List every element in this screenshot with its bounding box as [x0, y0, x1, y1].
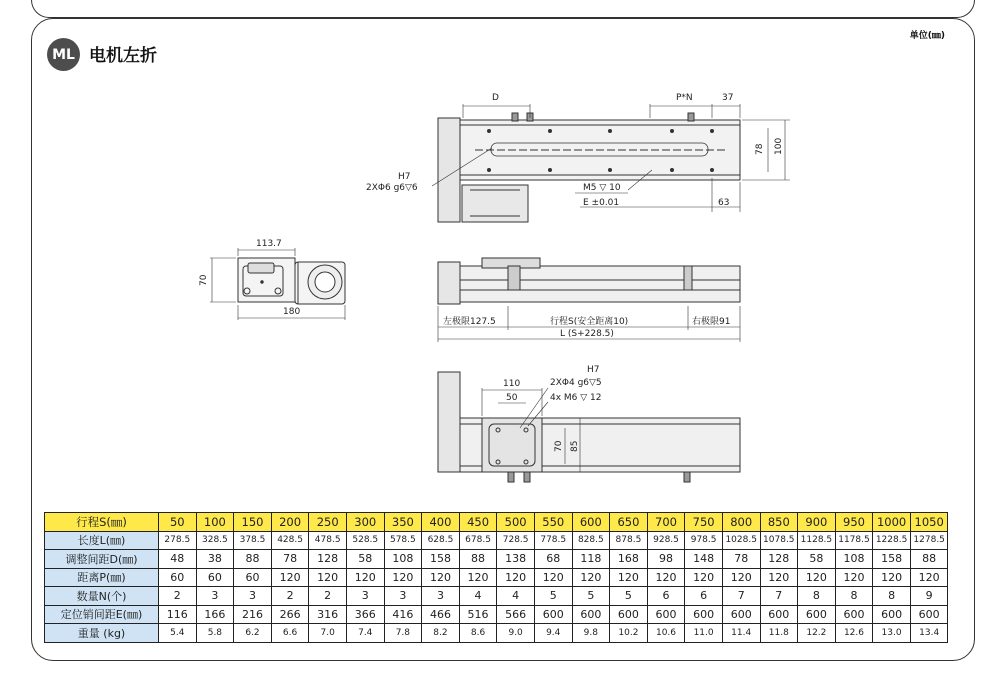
- spec-cell: 1028.5: [722, 531, 760, 550]
- spec-cell: 120: [422, 568, 460, 587]
- carriage-hole-spec: 2XΦ4 g6▽5: [550, 378, 602, 388]
- spec-cell: 7.8: [384, 624, 422, 643]
- spec-row: [45, 531, 948, 550]
- dim-180: 180: [283, 307, 301, 317]
- spec-cell: 2: [271, 587, 309, 606]
- spec-cell: 12.2: [798, 624, 836, 643]
- spec-cell: 9: [910, 587, 948, 606]
- right-limit: 右极限91: [692, 317, 731, 327]
- spec-cell: 6: [685, 587, 723, 606]
- spec-cell: 12.6: [835, 624, 873, 643]
- spec-cell: 5.8: [196, 624, 234, 643]
- carriage-hole-tol: H7: [587, 365, 600, 375]
- spec-cell: 58: [346, 550, 384, 569]
- spec-cell: 600: [572, 513, 610, 532]
- spec-cell: 120: [384, 568, 422, 587]
- spec-cell: 600: [572, 605, 610, 624]
- spec-cell: 6.6: [271, 624, 309, 643]
- spec-cell: 11.0: [685, 624, 723, 643]
- spec-cell: 98: [647, 550, 685, 569]
- model-badge: ML: [47, 38, 80, 71]
- spec-cell: 50: [159, 513, 197, 532]
- spec-row: [45, 568, 948, 587]
- spec-cell: 600: [760, 605, 798, 624]
- dim-37: 37: [722, 93, 734, 103]
- dim-d: D: [492, 93, 499, 103]
- stroke-label: 行程S(安全距离10): [550, 317, 629, 327]
- spec-row: [45, 605, 948, 624]
- spec-cell: 728.5: [497, 531, 535, 550]
- spec-cell: 600: [534, 605, 572, 624]
- spec-cell: 316: [309, 605, 347, 624]
- spec-cell: 150: [234, 513, 272, 532]
- spec-cell: 600: [910, 605, 948, 624]
- spec-cell: 3: [384, 587, 422, 606]
- spec-cell: 250: [309, 513, 347, 532]
- spec-cell: 120: [798, 568, 836, 587]
- spec-cell: 350: [384, 513, 422, 532]
- top-hole-tol: H7: [398, 172, 411, 182]
- spec-cell: 8: [835, 587, 873, 606]
- spec-cell: 950: [835, 513, 873, 532]
- spec-cell: 78: [722, 550, 760, 569]
- spec-cell: 2: [309, 587, 347, 606]
- spec-cell: 60: [234, 568, 272, 587]
- dim-78: 78: [755, 143, 765, 155]
- spec-cell: 600: [685, 605, 723, 624]
- dim-113: 113.7: [256, 239, 282, 249]
- spec-cell: 116: [159, 605, 197, 624]
- spec-cell: 628.5: [422, 531, 460, 550]
- spec-cell: 450: [459, 513, 497, 532]
- spec-cell: 120: [910, 568, 948, 587]
- spec-cell: 3: [196, 587, 234, 606]
- spec-cell: 120: [309, 568, 347, 587]
- spec-cell: 5.4: [159, 624, 197, 643]
- spec-cell: 6.2: [234, 624, 272, 643]
- spec-cell: 578.5: [384, 531, 422, 550]
- spec-cell: 828.5: [572, 531, 610, 550]
- spec-cell: 7.4: [346, 624, 384, 643]
- spec-cell: 8.6: [459, 624, 497, 643]
- spec-cell: 1278.5: [910, 531, 948, 550]
- spec-cell: 120: [497, 568, 535, 587]
- spec-cell: 4: [459, 587, 497, 606]
- spec-cell: 366: [346, 605, 384, 624]
- top-hole-spec: 2XΦ6 g6▽6: [366, 183, 418, 193]
- spec-cell: 120: [835, 568, 873, 587]
- dim-110: 110: [503, 379, 521, 389]
- spec-cell: 60: [159, 568, 197, 587]
- spec-cell: 4: [497, 587, 535, 606]
- spec-row: [45, 587, 948, 606]
- spec-cell: 2: [159, 587, 197, 606]
- spec-cell: 850: [760, 513, 798, 532]
- spec-cell: 68: [534, 550, 572, 569]
- spec-cell: 400: [422, 513, 460, 532]
- spec-row-label: 距离P(㎜): [45, 568, 159, 587]
- spec-cell: 120: [271, 568, 309, 587]
- spec-cell: 120: [610, 568, 648, 587]
- spec-cell: 168: [610, 550, 648, 569]
- spec-cell: 300: [346, 513, 384, 532]
- spec-cell: 500: [497, 513, 535, 532]
- spec-row-label: 重量 (kg): [45, 624, 159, 643]
- spec-row-label: 长度L(㎜): [45, 531, 159, 550]
- spec-cell: 100: [196, 513, 234, 532]
- spec-cell: 88: [459, 550, 497, 569]
- spec-cell: 600: [835, 605, 873, 624]
- unit-label: 单位(㎜): [909, 31, 945, 41]
- spec-cell: 1000: [873, 513, 911, 532]
- spec-cell: 158: [873, 550, 911, 569]
- spec-row: [45, 550, 948, 569]
- side-view: [438, 258, 740, 342]
- spec-cell: 60: [196, 568, 234, 587]
- spec-cell: 120: [873, 568, 911, 587]
- spec-row-label: 行程S(㎜): [45, 513, 159, 532]
- spec-cell: 128: [760, 550, 798, 569]
- spec-cell: 478.5: [309, 531, 347, 550]
- spec-cell: 108: [835, 550, 873, 569]
- dim-end-70: 70: [199, 274, 209, 286]
- spec-cell: 266: [271, 605, 309, 624]
- spec-cell: 10.6: [647, 624, 685, 643]
- carriage-thread-spec: 4x M6 ▽ 12: [550, 393, 602, 403]
- top-thread-spec: M5 ▽ 10: [583, 183, 621, 193]
- spec-cell: 120: [459, 568, 497, 587]
- spec-cell: 58: [798, 550, 836, 569]
- spec-cell: 120: [647, 568, 685, 587]
- left-limit: 左极限127.5: [443, 317, 496, 327]
- spec-cell: 878.5: [610, 531, 648, 550]
- spec-row-label: 定位销间距E(㎜): [45, 605, 159, 624]
- spec-cell: 8.2: [422, 624, 460, 643]
- spec-cell: 120: [572, 568, 610, 587]
- dim-85: 85: [570, 440, 580, 452]
- spec-cell: 5: [534, 587, 572, 606]
- spec-cell: 88: [234, 550, 272, 569]
- page-title: 电机左折: [89, 46, 157, 66]
- dim-50: 50: [506, 393, 518, 403]
- spec-cell: 3: [234, 587, 272, 606]
- spec-cell: 416: [384, 605, 422, 624]
- spec-cell: 7: [760, 587, 798, 606]
- spec-cell: 600: [610, 605, 648, 624]
- spec-cell: 138: [497, 550, 535, 569]
- spec-cell: 9.4: [534, 624, 572, 643]
- spec-cell: 1228.5: [873, 531, 911, 550]
- spec-cell: 6: [647, 587, 685, 606]
- spec-cell: 118: [572, 550, 610, 569]
- spec-cell: 600: [873, 605, 911, 624]
- spec-cell: 600: [647, 605, 685, 624]
- spec-cell: 328.5: [196, 531, 234, 550]
- spec-cell: 7: [722, 587, 760, 606]
- spec-cell: 120: [760, 568, 798, 587]
- dim-carriage-70: 70: [554, 440, 564, 452]
- end-view: [199, 239, 345, 320]
- spec-cell: 11.4: [722, 624, 760, 643]
- spec-cell: 128: [309, 550, 347, 569]
- spec-cell: 9.8: [572, 624, 610, 643]
- dim-63: 63: [718, 198, 730, 208]
- spec-cell: 5: [610, 587, 648, 606]
- spec-cell: 108: [384, 550, 422, 569]
- spec-cell: 3: [422, 587, 460, 606]
- spec-cell: 1050: [910, 513, 948, 532]
- spec-cell: 38: [196, 550, 234, 569]
- spec-cell: 3: [346, 587, 384, 606]
- spec-cell: 8: [873, 587, 911, 606]
- spec-cell: 778.5: [534, 531, 572, 550]
- spec-cell: 650: [610, 513, 648, 532]
- spec-cell: 516: [459, 605, 497, 624]
- spec-cell: 88: [910, 550, 948, 569]
- spec-row: [45, 513, 948, 532]
- dim-100: 100: [774, 137, 784, 155]
- spec-cell: 678.5: [459, 531, 497, 550]
- spec-cell: 216: [234, 605, 272, 624]
- spec-cell: 466: [422, 605, 460, 624]
- spec-table: [44, 512, 948, 643]
- dim-pn: P*N: [676, 93, 693, 103]
- spec-cell: 8: [798, 587, 836, 606]
- spec-cell: 11.8: [760, 624, 798, 643]
- top-view: [366, 93, 790, 222]
- dim-e: E ±0.01: [583, 198, 620, 208]
- spec-cell: 78: [271, 550, 309, 569]
- spec-cell: 13.4: [910, 624, 948, 643]
- spec-cell: 9.0: [497, 624, 535, 643]
- spec-cell: 148: [685, 550, 723, 569]
- spec-cell: 10.2: [610, 624, 648, 643]
- spec-cell: 528.5: [346, 531, 384, 550]
- total-length: L (S+228.5): [560, 329, 614, 339]
- spec-cell: 278.5: [159, 531, 197, 550]
- spec-cell: 1128.5: [798, 531, 836, 550]
- spec-row: [45, 624, 948, 643]
- spec-cell: 1078.5: [760, 531, 798, 550]
- spec-cell: 5: [572, 587, 610, 606]
- spec-cell: 600: [722, 605, 760, 624]
- spec-cell: 120: [346, 568, 384, 587]
- carriage-view: [438, 365, 740, 482]
- spec-cell: 1178.5: [835, 531, 873, 550]
- spec-cell: 428.5: [271, 531, 309, 550]
- spec-row-label: 数量N(个): [45, 587, 159, 606]
- spec-cell: 48: [159, 550, 197, 569]
- spec-cell: 700: [647, 513, 685, 532]
- spec-cell: 600: [798, 605, 836, 624]
- spec-cell: 900: [798, 513, 836, 532]
- spec-cell: 13.0: [873, 624, 911, 643]
- spec-cell: 120: [534, 568, 572, 587]
- spec-cell: 200: [271, 513, 309, 532]
- spec-cell: 750: [685, 513, 723, 532]
- spec-cell: 978.5: [685, 531, 723, 550]
- spec-cell: 120: [685, 568, 723, 587]
- spec-cell: 566: [497, 605, 535, 624]
- spec-row-label: 调整间距D(㎜): [45, 550, 159, 569]
- spec-cell: 800: [722, 513, 760, 532]
- spec-cell: 550: [534, 513, 572, 532]
- spec-cell: 928.5: [647, 531, 685, 550]
- spec-cell: 378.5: [234, 531, 272, 550]
- spec-cell: 7.0: [309, 624, 347, 643]
- spec-cell: 158: [422, 550, 460, 569]
- spec-cell: 166: [196, 605, 234, 624]
- spec-cell: 120: [722, 568, 760, 587]
